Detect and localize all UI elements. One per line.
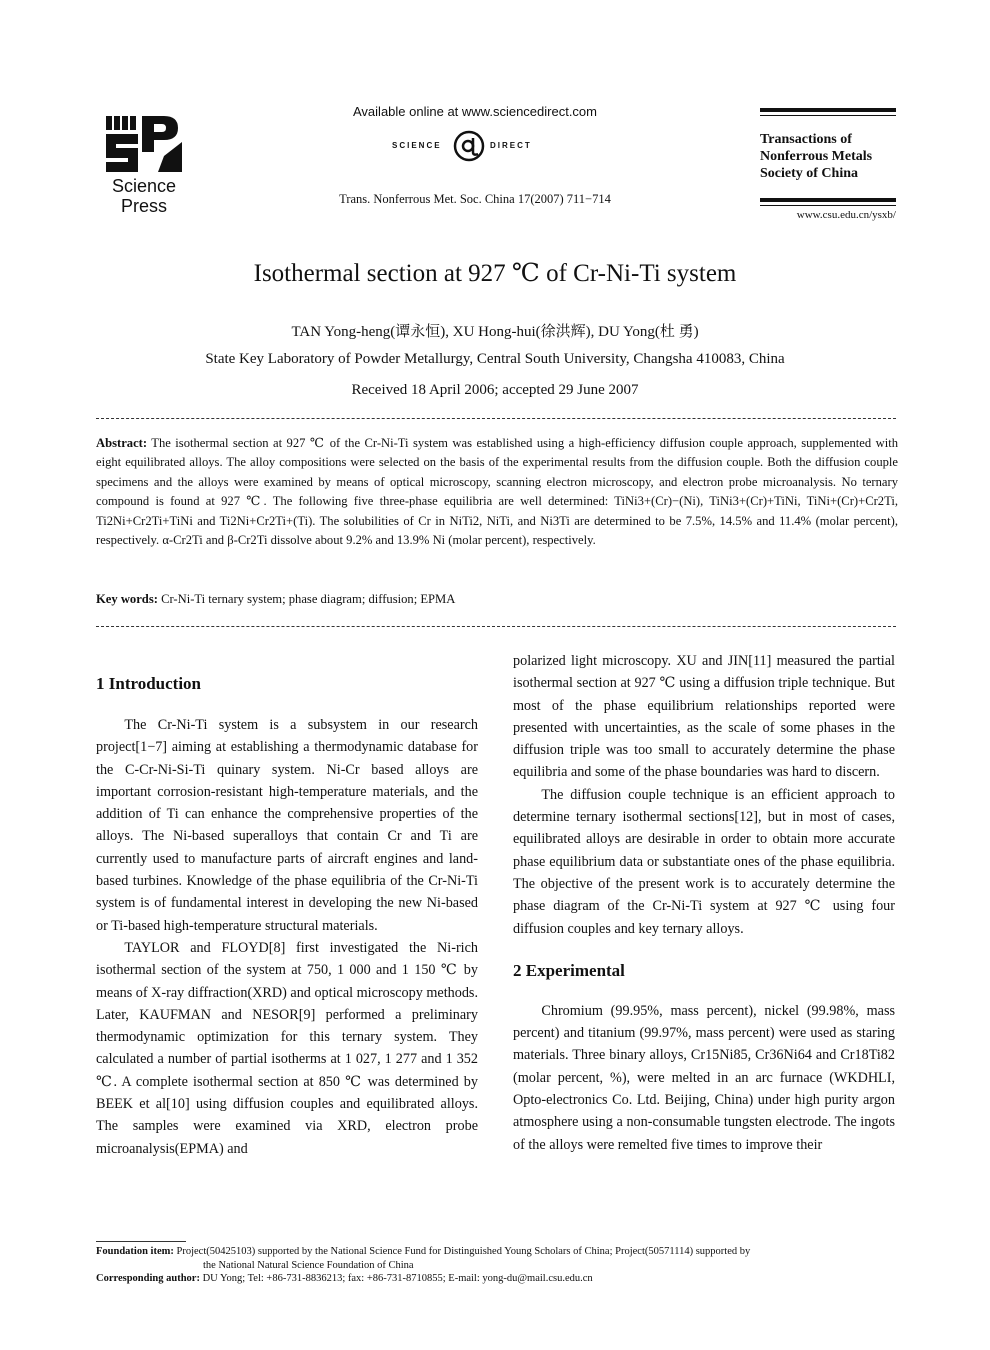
journal-name-line3: Society of China <box>760 166 858 181</box>
separator-below-keywords <box>96 626 896 627</box>
foundation-text: Project(50425103) supported by the National Science Fund for Distinguished Young Scholars of China; Project(50571114) supported by <box>176 1246 751 1257</box>
foundation-footnote-continued: the National Natural Science Foundation of China <box>203 1259 414 1271</box>
science-press-logo <box>96 112 192 216</box>
paragraph-intro-3: The diffusion couple technique is an efficient approach to determine ternary isothermal sections[12], but in most of cases, equilibrated alloys are desirable in order to obtain more accurate phase equilibrium data or substantiate ones of the phase equilibria. The objective of the present work is to accurately determine the phase diagram of the Cr-Ni-Ti system at 927 ℃ using four diffusion couples and key ternary alloys. <box>513 786 895 937</box>
article-title: Isothermal section at 927 ℃ of Cr-Ni-Ti system <box>253 260 737 287</box>
separator-above-abstract <box>96 418 896 419</box>
paragraph-experimental-1: Chromium (99.95%, mass percent), nickel (99.98%, mass percent) and titanium (99.97%, mass percent) were used as staring materials. Three binary alloys, Cr15Ni85, Cr36Ni64 and Cr18Ti82 (molar percent, %), were melted in an arc furnace (WKDHLI, Opto-electronics Co. Ltd. Beijing, China) under high purity argon atmosphere using a non-consumable tungsten electrode. The ingots of the alloys were remelted five times to improve their <box>513 1002 895 1153</box>
sciencedirect-right-text: DIRECT <box>490 141 532 150</box>
paragraph-intro-2: TAYLOR and FLOYD[8] first investigated the Ni-rich isothermal section of the system at 750, 1 000 and 1 150 ℃ by means of X-ray diffraction(XRD) and optical microscopy methods. Later, KAUFMAN and NESOR[9] performed a preliminary thermodynamic optimization for this ternary system. They calculated a number of partial isotherms at 1 027, 1 277 and 1 352 ℃. A complete isothermal section at 850 ℃ was determined by BEEK et al[10] using diffusion couples and equilibrated alloys. The samples were examined via XRD, electron probe microanalysis(EPMA) and <box>96 939 478 1157</box>
journal-url[interactable]: www.csu.edu.cn/ysxb/ <box>796 209 896 221</box>
corresponding-footnote <box>96 1272 898 1286</box>
available-online-text: Available online at www.sciencedirect.com <box>353 104 597 119</box>
at-sign-icon <box>452 128 486 164</box>
header-rule-top <box>760 108 896 112</box>
keywords-label: Key words: <box>96 592 158 606</box>
science-press-emblem-icon <box>102 112 186 176</box>
header-rule-bottom <box>760 198 896 202</box>
publisher-name-line1: Science <box>111 176 177 196</box>
foundation-label: Foundation item: <box>96 1246 174 1257</box>
abstract-text: The isothermal section at 927 ℃ of the Cr-Ni-Ti system was established using a high-efficiency diffusion couple approach, supplemented with eight equilibrated alloys. The alloy compositions were selected on the basis of the experimental results from the diffusion couple. Both the diffusion couple specimens and the alloys were examined by means of optical microscopy, scanning electron microscopy, and electron probe microanalysis. No ternary compound is found at 927 ℃. The following five three-phase equilibria are well determined: TiNi3+(Cr)−(Ni), TiNi3+(Cr)+TiNi, TiNi+(Cr)+Cr2Ti, Ti2Ni+Cr2Ti+TiNi and Ti2Ni+Cr2Ti+(Ti). The solubilities of Cr in NiTi2, NiTi, and Ni3Ti are determined to be 7.5%, 14.5% and 11.4% (molar percent), respectively. α-Cr2Ti and β-Cr2Ti dissolve about 9.2% and 13.9% Ni (molar percent), respectively. <box>96 436 898 548</box>
keywords <box>96 592 898 607</box>
paragraph-intro-1: The Cr-Ni-Ti system is a subsystem in our research project[1−7] aiming at establishing a thermodynamic database for the C-Cr-Ni-Si-Ti quinary system. Ni-Cr based alloys are important corrosion-resistant high-temperature materials, and the addition of Ti can enhance the comprehensive properties of the alloys. The Ni-based superalloys that contain Cr and Ti are currently used to manufacture parts of aircraft engines and land-based turbines. Knowledge of the phase equilibria of the Cr-Ni-Ti system is of fundamental interest in developing the new Ni-based or Ti-based high-temperature structural materials. <box>96 717 478 934</box>
sciencedirect-logo <box>370 128 590 164</box>
section-heading-experimental: 2 Experimental <box>513 960 625 980</box>
article-affiliation: State Key Laboratory of Powder Metallurgy, Central South University, Changsha 410083, China <box>205 351 785 367</box>
header-rule-bottom-thin <box>760 205 896 206</box>
abstract <box>96 434 898 550</box>
corresponding-text: DU Yong; Tel: +86-731-8836213; fax: +86-731-8710855; E-mail: yong-du@mail.csu.edu.cn <box>202 1273 593 1284</box>
foundation-footnote <box>96 1245 898 1259</box>
sciencedirect-left-text: SCIENCE <box>392 141 442 150</box>
journal-reference: Trans. Nonferrous Met. Soc. China 17(2007) 711−714 <box>339 192 611 206</box>
keywords-text: Cr-Ni-Ti ternary system; phase diagram; diffusion; EPMA <box>161 592 456 606</box>
article-authors: TAN Yong-heng(谭永恒), XU Hong-hui(徐洪辉), DU Yong(杜 勇) <box>291 324 699 340</box>
abstract-label: Abstract: <box>96 436 148 450</box>
header-rule-top-thin <box>760 115 896 116</box>
paragraph-intro-2-continued: polarized light microscopy. XU and JIN[11] measured the partial isothermal section at 927 ℃ using a diffusion triple technique. But most of the phase equilibrium relationships reported were presented with uncertainties, as the scale of some phases in the diffusion triple was too small to accurately determine the phase equilibria and some of the phase boundaries was hard to discern. <box>513 653 895 781</box>
section-heading-introduction: 1 Introduction <box>96 674 202 693</box>
column-left <box>96 650 478 1160</box>
footnote-rule <box>96 1241 186 1242</box>
corresponding-label: Corresponding author: <box>96 1273 200 1284</box>
column-right <box>513 650 895 1156</box>
journal-name <box>760 131 910 182</box>
journal-name-line2: Nonferrous Metals <box>760 149 873 164</box>
journal-name-line1: Transactions of <box>760 132 852 147</box>
article-received: Received 18 April 2006; accepted 29 June 2007 <box>351 382 639 398</box>
footnotes <box>96 1245 898 1286</box>
publisher-name-line2: Press <box>120 196 167 216</box>
